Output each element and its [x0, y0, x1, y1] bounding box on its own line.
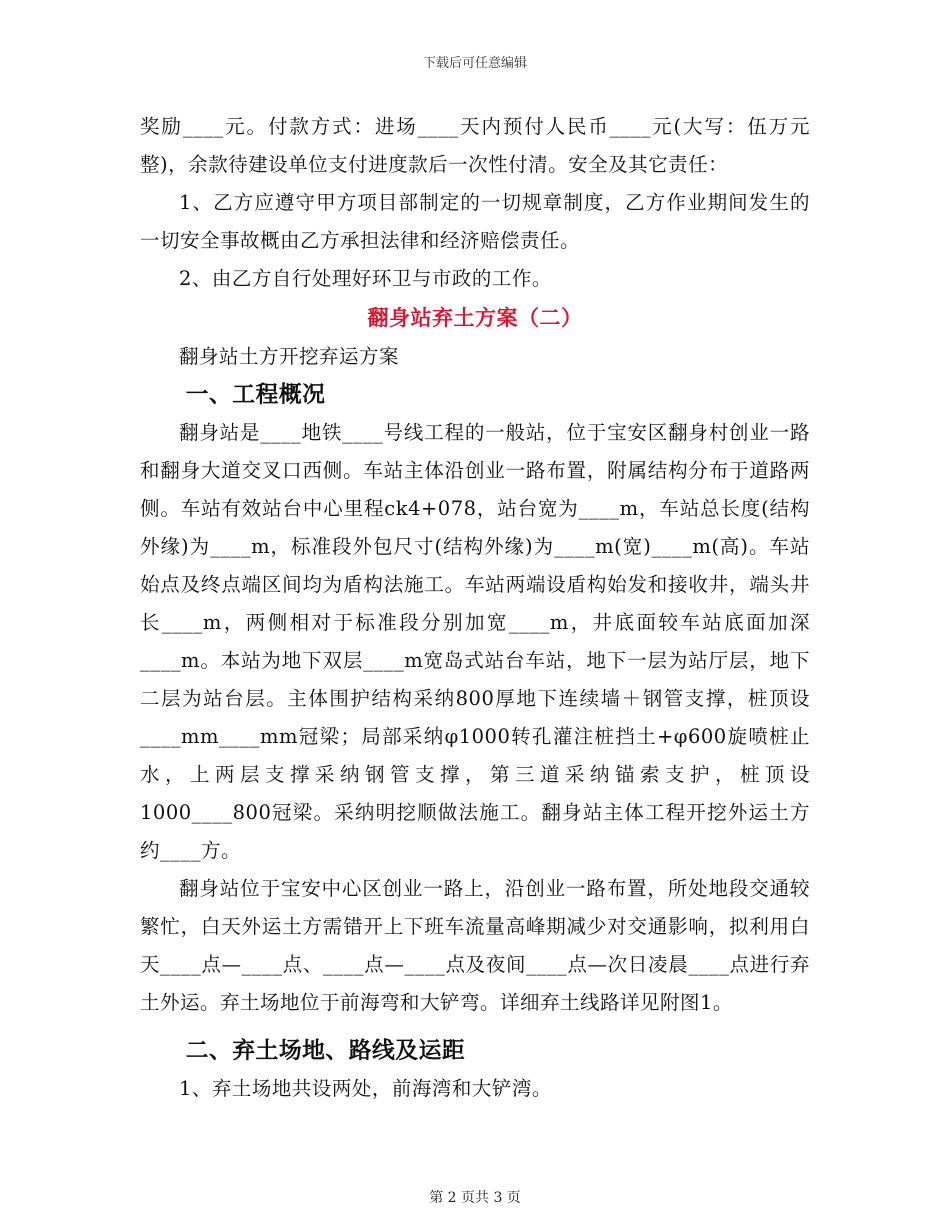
- paragraph-overview: 翻身站是____地铁____号线工程的一般站，位于宝安区翻身村创业一路和翻身大道交叉口西侧。车站主体沿创业一路布置，附属结构分布于道路两侧。车站有效站台中心里程ck4+078，站台宽为____m，车站总长度(结构外缘)为____m，标准段外包尺寸(结构外缘)为____m(宽)____m(高)。车站始点及终点端区间均为盾构法施工。车站两端设盾构始发和接收井，端头井长____m，两侧相对于标准段分别加宽____m，井底面较车站底面加深____m。本站为地下双层____m宽岛式站台车站，地下一层为站厅层，地下二层为站台层。主体围护结构采纳800厚地下连续墙＋钢管支撑，桩顶设____mm____mm冠梁；局部采纳φ1000转孔灌注桩挡土+φ600旋喷桩止水，上两层支撑采纳钢管支撑，第三道采纳锚索支护，桩顶设1000____800冠梁。采纳明挖顺做法施工。翻身站主体工程开挖外运土方约____方。: [140, 421, 810, 862]
- section-title: 翻身站弃土方案（二）: [367, 305, 583, 330]
- paragraph-payment: 奖励____元。付款方式：进场____天内预付人民币____元(大写：伍万元整)，余款待建设单位支付进度款后一次性付清。安全及其它责任：: [140, 115, 810, 176]
- paragraph-transport: 翻身站位于宝安中心区创业一路上，沿创业一路布置，所处地段交通较繁忙，白天外运土方需错开上下班车流量高峰期减少对交通影响，拟利用白天____点—____点、____点—____点及夜间____点—次日凌晨____点进行弃土外运。弃土场地位于前海弯和大铲弯。详细弃土线路详见附图1。: [140, 877, 810, 1014]
- heading-disposal: 二、弃土场地、路线及运距: [185, 1038, 466, 1064]
- page-footer: 第 2 页共 3 页: [429, 1190, 521, 1206]
- subtitle: 翻身站土方开挖弃运方案: [179, 345, 400, 368]
- paragraph-safety-1: 1、乙方应遵守甲方项目部制定的一切规章制度，乙方作业期间发生的一切安全事故概由乙方承担法律和经济赔偿责任。: [140, 191, 810, 252]
- document-body: [140, 108, 810, 1108]
- paragraph-disposal-sites: 1、弃土场地共设两处，前海湾和大铲湾。: [179, 1077, 552, 1100]
- paragraph-safety-2: 2、由乙方自行处理好环卫与市政的工作。: [179, 267, 552, 290]
- page-header: 下载后可任意编辑: [422, 56, 527, 71]
- heading-overview: 一、工程概况: [185, 382, 326, 408]
